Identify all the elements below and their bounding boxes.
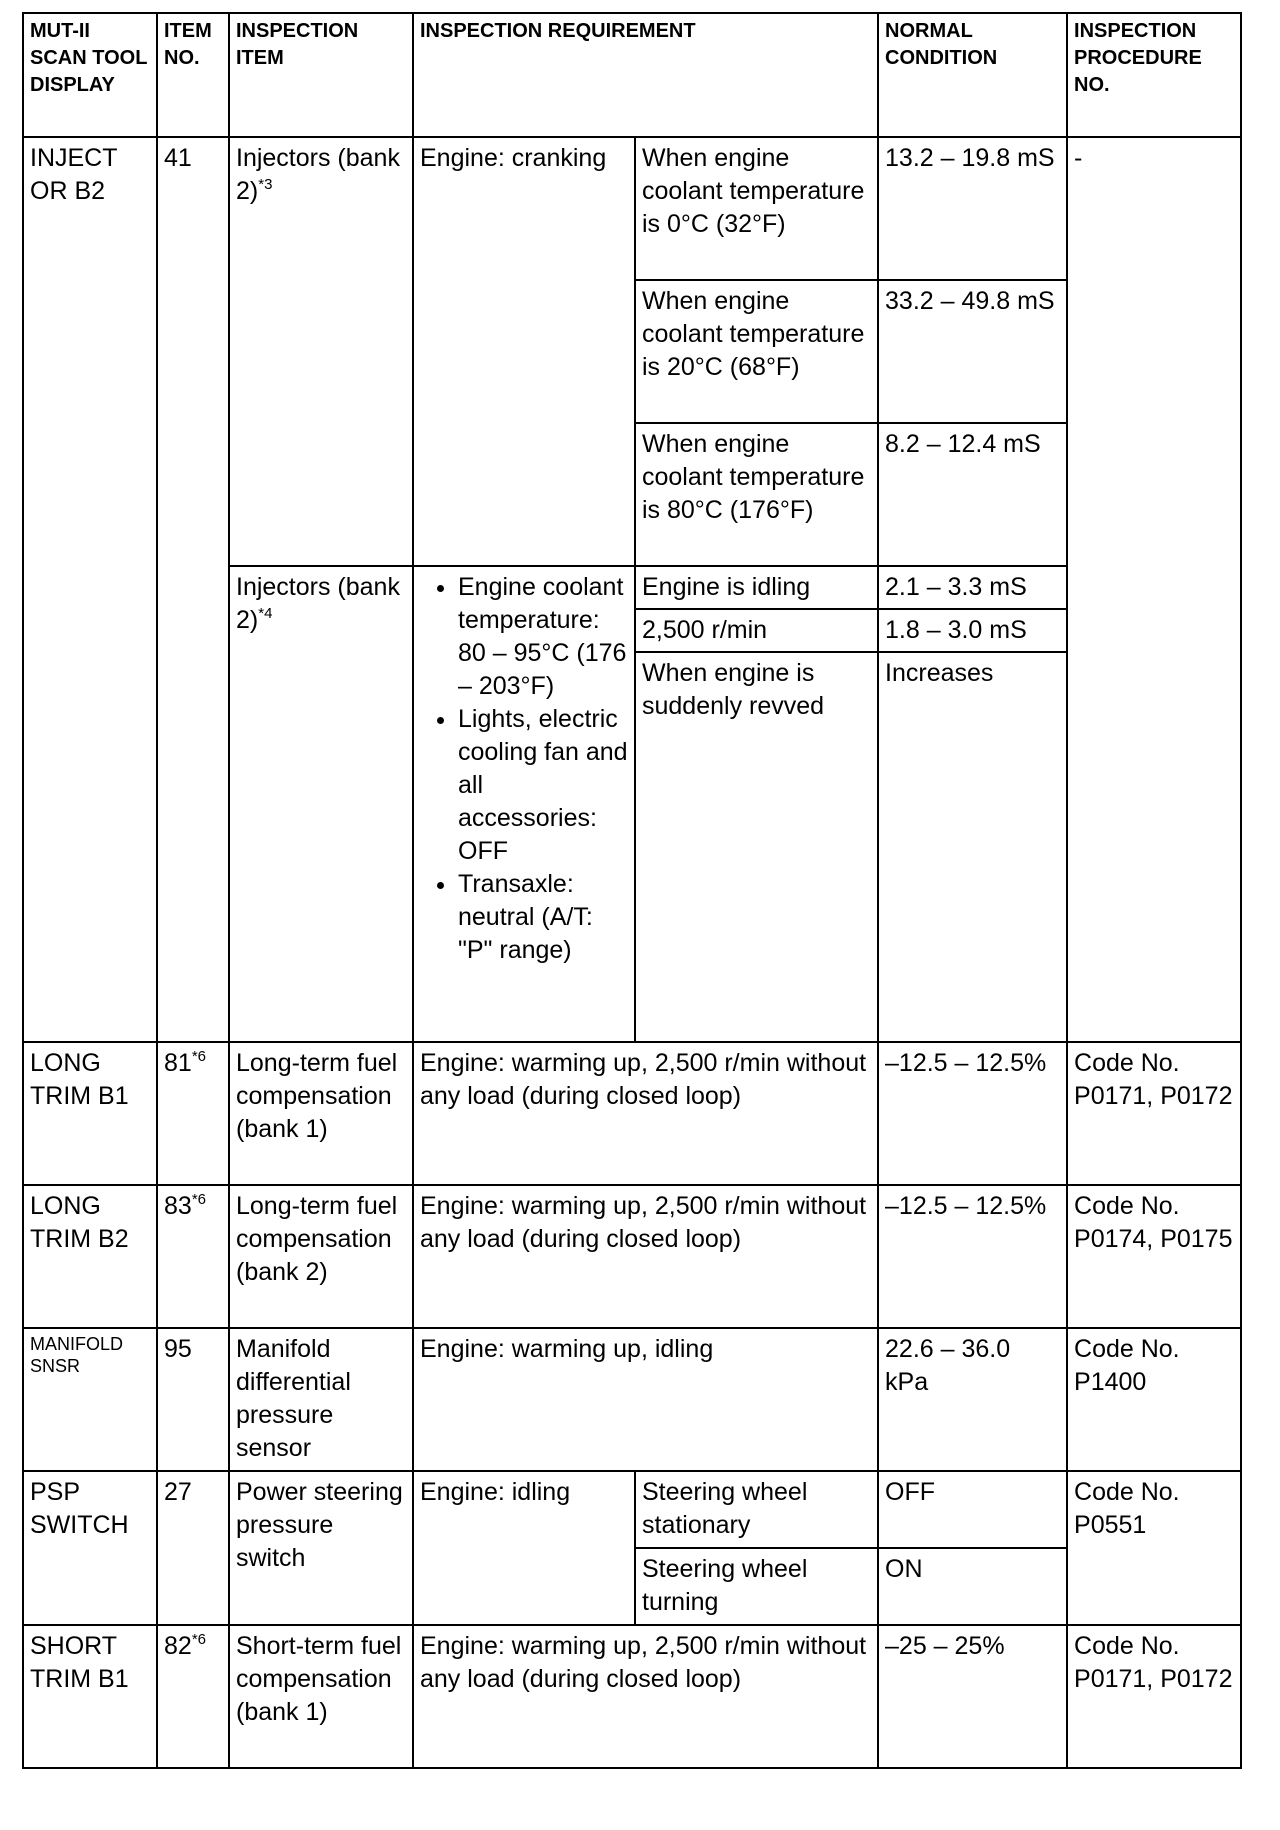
condition-item: • Engine coolant temperature: 80 – 95°C (176 – 203°F) bbox=[458, 571, 628, 703]
requirement-cell: Engine: warming up, 2,500 r/min without any load (during closed loop) bbox=[413, 1042, 878, 1185]
footnote-mark: *6 bbox=[191, 1631, 206, 1648]
inspection-item-cell: Short-term fuel compensation (bank 1) bbox=[229, 1625, 413, 1768]
normal-condition-cell: 2.1 – 3.3 mS bbox=[878, 566, 1067, 609]
sub-condition-cell: Engine is idling bbox=[635, 566, 878, 609]
display-cell: PSP SWITCH bbox=[23, 1471, 157, 1625]
footnote-mark: *3 bbox=[258, 176, 273, 193]
condition-cell: Engine: idling bbox=[413, 1471, 635, 1625]
normal-condition-cell: OFF bbox=[878, 1471, 1067, 1548]
condition-list bbox=[420, 571, 628, 967]
condition-cell: Engine: cranking bbox=[413, 137, 635, 566]
normal-condition-cell: ON bbox=[878, 1548, 1067, 1625]
normal-condition-cell: –25 – 25% bbox=[878, 1625, 1067, 1768]
header-normal-condition: NORMAL CONDITION bbox=[878, 13, 1067, 137]
normal-condition-cell: –12.5 – 12.5% bbox=[878, 1042, 1067, 1185]
requirement-cell: Engine: warming up, 2,500 r/min without any load (during closed loop) bbox=[413, 1185, 878, 1328]
item-no-text: 82 bbox=[164, 1632, 192, 1660]
sub-condition-cell: Steering wheel turning bbox=[635, 1548, 878, 1625]
inspection-table bbox=[22, 12, 1242, 1769]
table-row bbox=[23, 1471, 1241, 1548]
header-item-no: ITEM NO. bbox=[157, 13, 229, 137]
footnote-mark: *4 bbox=[258, 605, 273, 622]
requirement-cell: Engine: warming up, idling bbox=[413, 1328, 878, 1471]
inspection-item-cell: Long-term fuel compensation (bank 2) bbox=[229, 1185, 413, 1328]
display-cell: INJECT OR B2 bbox=[23, 137, 157, 1042]
procedure-cell: Code No. P1400 bbox=[1067, 1328, 1241, 1471]
inspection-item-cell: Power steering pressure switch bbox=[229, 1471, 413, 1625]
item-no-text: 83 bbox=[164, 1192, 192, 1220]
display-cell: LONG TRIM B2 bbox=[23, 1185, 157, 1328]
procedure-cell: Code No. P0171, P0172 bbox=[1067, 1042, 1241, 1185]
sub-condition-cell: When engine is suddenly revved bbox=[635, 652, 878, 1042]
table-row bbox=[23, 1042, 1241, 1185]
condition-item: • Transaxle: neutral (A/T: "P" range) bbox=[458, 868, 628, 967]
inspection-item-cell: Manifold differential pressure sensor bbox=[229, 1328, 413, 1471]
table-row bbox=[23, 1625, 1241, 1768]
item-no-cell: 27 bbox=[157, 1471, 229, 1625]
normal-condition-cell: Increases bbox=[878, 652, 1067, 1042]
display-cell: LONG TRIM B1 bbox=[23, 1042, 157, 1185]
display-cell: MANIFOLD SNSR bbox=[23, 1328, 157, 1471]
sub-condition-cell: Steering wheel stationary bbox=[635, 1471, 878, 1548]
item-text: Injectors (bank 2) bbox=[236, 144, 400, 205]
procedure-cell: Code No. P0171, P0172 bbox=[1067, 1625, 1241, 1768]
condition-item: • Lights, electric cooling fan and all accessories: OFF bbox=[458, 703, 628, 868]
footnote-mark: *6 bbox=[191, 1048, 206, 1065]
sub-condition-cell: When engine coolant temperature is 80°C (176°F) bbox=[635, 423, 878, 566]
normal-condition-cell: 33.2 – 49.8 mS bbox=[878, 280, 1067, 423]
requirement-cell: Engine: warming up, 2,500 r/min without any load (during closed loop) bbox=[413, 1625, 878, 1768]
item-no-cell bbox=[157, 1185, 229, 1328]
normal-condition-cell: 13.2 – 19.8 mS bbox=[878, 137, 1067, 280]
inspection-item-cell bbox=[229, 137, 413, 566]
table-row bbox=[23, 137, 1241, 280]
item-no-text: 81 bbox=[164, 1049, 192, 1077]
item-no-cell: 41 bbox=[157, 137, 229, 1042]
header-inspection-item: INSPECTION ITEM bbox=[229, 13, 413, 137]
normal-condition-cell: 22.6 – 36.0 kPa bbox=[878, 1328, 1067, 1471]
table-row bbox=[23, 1328, 1241, 1471]
item-no-cell bbox=[157, 1625, 229, 1768]
inspection-item-cell: Long-term fuel compensation (bank 1) bbox=[229, 1042, 413, 1185]
item-no-cell bbox=[157, 1042, 229, 1185]
header-procedure-no: INSPECTION PROCEDURE NO. bbox=[1067, 13, 1241, 137]
normal-condition-cell: –12.5 – 12.5% bbox=[878, 1185, 1067, 1328]
item-text: Injectors (bank 2) bbox=[236, 573, 400, 634]
normal-condition-cell: 1.8 – 3.0 mS bbox=[878, 609, 1067, 652]
header-row bbox=[23, 13, 1241, 137]
inspection-item-cell bbox=[229, 566, 413, 1042]
display-cell: SHORT TRIM B1 bbox=[23, 1625, 157, 1768]
condition-list-cell bbox=[413, 566, 635, 1042]
header-display: MUT-II SCAN TOOL DISPLAY bbox=[23, 13, 157, 137]
sub-condition-cell: When engine coolant temperature is 0°C (32°F) bbox=[635, 137, 878, 280]
table-row bbox=[23, 1185, 1241, 1328]
procedure-cell: Code No. P0174, P0175 bbox=[1067, 1185, 1241, 1328]
normal-condition-cell: 8.2 – 12.4 mS bbox=[878, 423, 1067, 566]
procedure-cell: Code No. P0551 bbox=[1067, 1471, 1241, 1625]
header-requirement: INSPECTION REQUIREMENT bbox=[413, 13, 878, 137]
footnote-mark: *6 bbox=[191, 1191, 206, 1208]
procedure-cell: - bbox=[1067, 137, 1241, 1042]
sub-condition-cell: 2,500 r/min bbox=[635, 609, 878, 652]
sub-condition-cell: When engine coolant temperature is 20°C (68°F) bbox=[635, 280, 878, 423]
item-no-cell: 95 bbox=[157, 1328, 229, 1471]
